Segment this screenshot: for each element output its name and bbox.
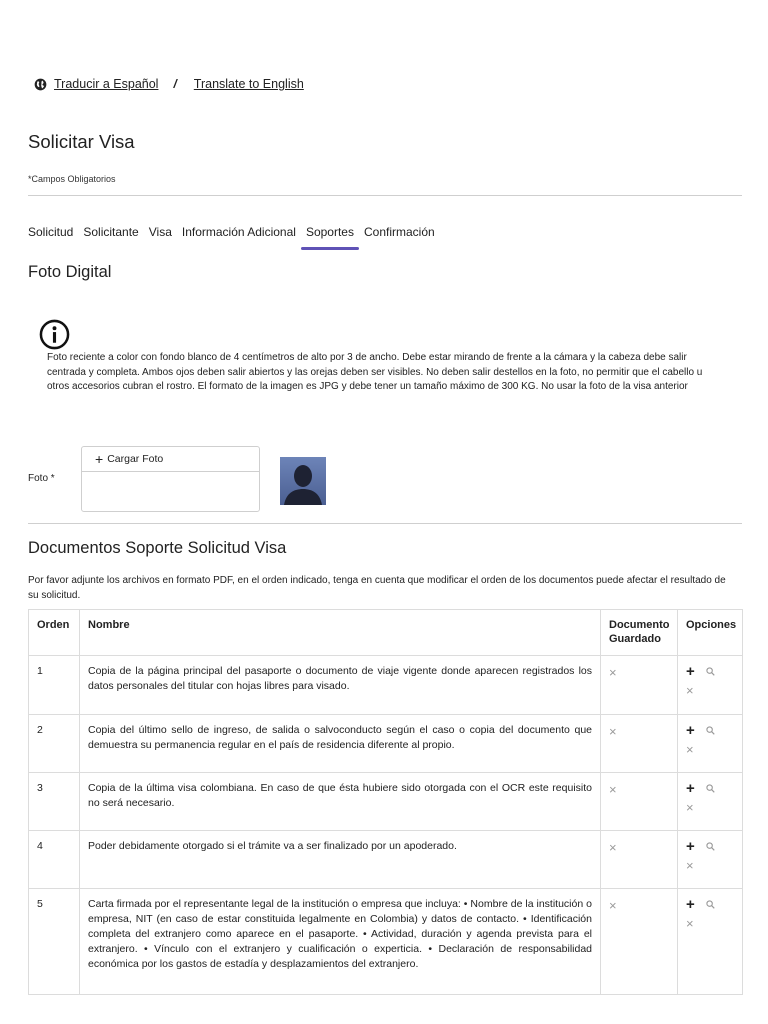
documents-description: Por favor adjunte los archivos en formato PDF, en el orden indicado, tenga en cuenta que modificar el orden de los documentos puede afectar el resultado de su solicitud. (28, 575, 726, 601)
add-document-button[interactable]: + (686, 838, 695, 855)
column-header-opciones: Opciones (678, 610, 743, 656)
opciones-cell (678, 656, 743, 715)
guardado-cell (601, 889, 678, 995)
add-document-button[interactable]: + (686, 896, 695, 913)
nombre-cell: Copia de la página principal del pasaporte o documento de viaje vigente donde aparecen registrados los datos personales del titular con hojas libres para visado. (80, 656, 601, 715)
nombre-cell: Copia del último sello de ingreso, de salida o salvoconducto según el caso o copia del documento que demuestra su permanencia regular en el país de residencia diferente al propio. (80, 715, 601, 773)
avatar-placeholder (280, 457, 326, 505)
tab-soportes[interactable]: Soportes (301, 224, 359, 250)
tab-confirmacion[interactable]: Confirmación (363, 225, 435, 239)
section-divider (28, 523, 742, 524)
photo-requirements-text: Foto reciente a color con fondo blanco de 4 centímetros de alto por 3 de ancho. Debe estar mirando de frente a la cámara y la cabeza debe salir centrada y completa. Ambos ojos deben salir abiertos y las orejas deben ser visibles. No deben salir destellos en la foto, no permitir que el cabello u otros accesorios cubran el rostro. El formato de la imagen es JPG y debe tener un tamaño máximo de 300 KG. No usar la foto de la visa anterior (47, 352, 703, 393)
nombre-cell: Poder debidamente otorgado si el trámite va a ser finalizado por un apoderado. (80, 831, 601, 889)
not-saved-icon: × (609, 898, 617, 913)
table-row (29, 715, 743, 773)
add-document-button[interactable]: + (686, 780, 695, 797)
translate-english-link[interactable]: Translate to English (193, 77, 304, 91)
guardado-cell (601, 831, 678, 889)
page-title: Solicitar Visa (28, 131, 135, 152)
orden-cell: 4 (29, 831, 80, 889)
table-row (29, 656, 743, 715)
delete-document-button[interactable]: × (686, 800, 694, 815)
opciones-cell (678, 715, 743, 773)
info-icon (39, 319, 70, 350)
delete-document-button[interactable]: × (686, 742, 694, 757)
table-row (29, 773, 743, 831)
guardado-cell (601, 656, 678, 715)
header-divider (28, 195, 742, 196)
search-icon[interactable] (706, 842, 715, 851)
guardado-cell (601, 773, 678, 831)
add-document-button[interactable]: + (686, 722, 695, 739)
add-document-button[interactable]: + (686, 663, 695, 680)
search-icon[interactable] (706, 667, 715, 676)
globe-icon (34, 78, 47, 91)
upload-photo-button[interactable] (82, 447, 259, 472)
table-row (29, 831, 743, 889)
column-header-documento-guardado: Documento Guardado (601, 610, 678, 656)
not-saved-icon: × (609, 665, 617, 680)
tab-solicitante[interactable]: Solicitante (83, 225, 139, 239)
tab-informacion-adicional[interactable]: Información Adicional (181, 225, 296, 239)
not-saved-icon: × (609, 782, 617, 797)
not-saved-icon: × (609, 840, 617, 855)
guardado-cell (601, 715, 678, 773)
delete-document-button[interactable]: × (686, 858, 694, 873)
documents-heading: Documentos Soporte Solicitud Visa (28, 539, 287, 557)
column-header-nombre: Nombre (80, 610, 601, 656)
delete-document-button[interactable]: × (686, 916, 694, 931)
orden-cell: 1 (29, 656, 80, 715)
upload-photo-label: Cargar Foto (107, 453, 164, 465)
opciones-cell (678, 773, 743, 831)
table-header-row (29, 610, 743, 656)
tab-visa[interactable]: Visa (148, 225, 172, 239)
search-icon[interactable] (706, 726, 715, 735)
opciones-cell (678, 889, 743, 995)
orden-cell: 2 (29, 715, 80, 773)
person-silhouette-icon (280, 457, 326, 505)
search-icon[interactable] (706, 784, 715, 793)
table-row (29, 889, 743, 995)
tab-solicitud[interactable]: Solicitud (28, 225, 74, 239)
plus-icon: + (95, 451, 104, 467)
not-saved-icon: × (609, 724, 617, 739)
delete-document-button[interactable]: × (686, 683, 694, 698)
translate-bar (34, 75, 304, 93)
step-tabs (28, 224, 440, 250)
required-fields-note: *Campos Obligatorios (28, 174, 116, 184)
photo-upload-field[interactable] (81, 446, 260, 512)
documents-table (28, 609, 743, 995)
opciones-cell (678, 831, 743, 889)
orden-cell: 3 (29, 773, 80, 831)
foto-digital-heading: Foto Digital (28, 263, 112, 281)
orden-cell: 5 (29, 889, 80, 995)
search-icon[interactable] (706, 900, 715, 909)
translate-separator: / (173, 77, 177, 91)
translate-spanish-link[interactable]: Traducir a Español (54, 77, 159, 91)
foto-label: Foto * (28, 473, 55, 484)
nombre-cell: Carta firmada por el representante legal de la institución o empresa que incluya: • Nombre de la institución o empresa, NIT (en caso de estar constituida legalmente en Colombia) y datos de contacto. • Identificación completa del extranjero como aparece en el pasaporte. • Actividad, duración y agenda prevista para el extranjero. • Vínculo con el extranjero y cualificación o experticia. • Declaración de responsabilidad económica por los gastos de estadía y desplazamientos del extranjero. (80, 889, 601, 995)
nombre-cell: Copia de la última visa colombiana. En caso de que ésta hubiere sido otorgada con el OCR este requisito no será necesario. (80, 773, 601, 831)
column-header-orden: Orden (29, 610, 80, 656)
